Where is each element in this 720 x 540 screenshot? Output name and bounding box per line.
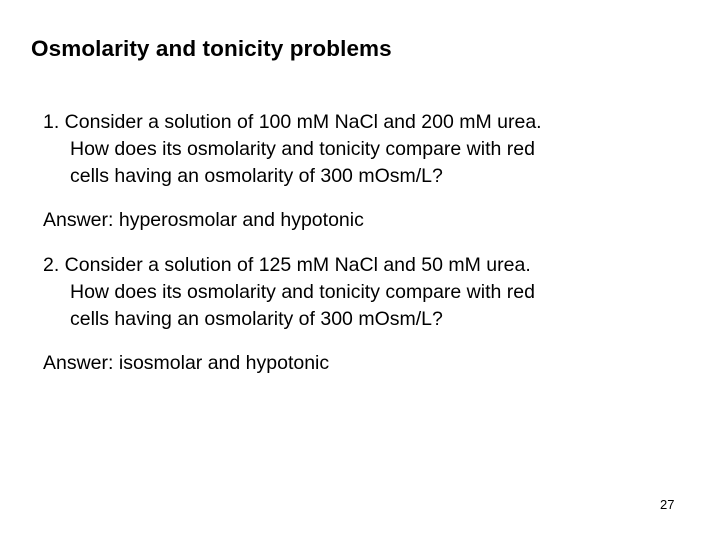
question-1-line-3: cells having an osmolarity of 300 mOsm/L? <box>70 165 443 187</box>
page-number: 27 <box>660 497 675 512</box>
question-1-line-1: 1. Consider a solution of 100 mM NaCl and 200 mM urea. <box>43 111 542 133</box>
slide-title: Osmolarity and tonicity problems <box>31 36 392 61</box>
question-1-line-2: How does its osmolarity and tonicity compare with red <box>70 138 535 160</box>
answer-2: Answer: isosmolar and hypotonic <box>43 352 330 374</box>
question-2 <box>43 252 535 333</box>
question-2-line-3: cells having an osmolarity of 300 mOsm/L? <box>70 308 443 330</box>
answer-1: Answer: hyperosmolar and hypotonic <box>43 209 364 231</box>
question-2-line-2: How does its osmolarity and tonicity compare with red <box>70 281 535 303</box>
question-2-line-1: 2. Consider a solution of 125 mM NaCl and 50 mM urea. <box>43 254 531 276</box>
question-1 <box>43 109 542 190</box>
